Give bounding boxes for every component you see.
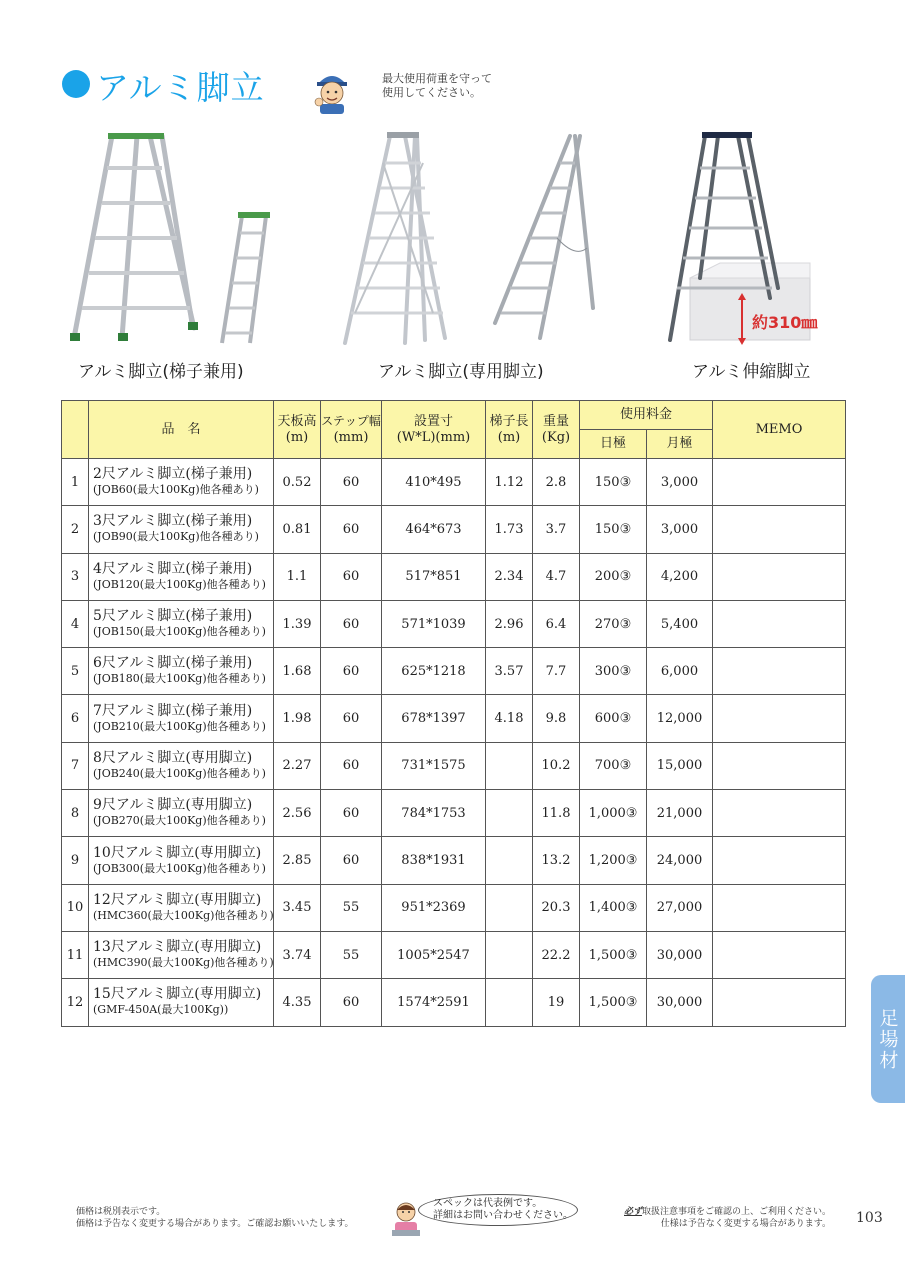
load-warning-note bbox=[382, 72, 492, 100]
memo-cell bbox=[713, 931, 846, 978]
weight-value: 4.7 bbox=[533, 553, 580, 600]
ladder-length-value: 4.18 bbox=[486, 695, 533, 742]
memo-cell bbox=[713, 553, 846, 600]
step-width-value: 60 bbox=[321, 790, 382, 837]
bubble-line-2: 詳細はお問い合わせください。 bbox=[433, 1210, 573, 1221]
header-step-width bbox=[321, 401, 382, 459]
table-row bbox=[62, 884, 846, 931]
row-number: 3 bbox=[62, 553, 89, 600]
ladder-length-value bbox=[486, 742, 533, 789]
step-width-value: 60 bbox=[321, 648, 382, 695]
footer-right-line-1: 取扱注意事項をご確認の上、ご利用ください。 bbox=[642, 1207, 832, 1217]
daily-fee-value: 1,400③ bbox=[580, 884, 647, 931]
memo-cell bbox=[713, 600, 846, 647]
product-name-main: 10尺アルミ脚立(専用脚立) bbox=[93, 844, 262, 861]
header-name: 品 名 bbox=[89, 401, 274, 459]
product-name bbox=[89, 837, 274, 884]
product-name bbox=[89, 931, 274, 978]
monthly-fee-value: 6,000 bbox=[647, 648, 713, 695]
step-width-value: 60 bbox=[321, 742, 382, 789]
weight-value: 7.7 bbox=[533, 648, 580, 695]
weight-value: 2.8 bbox=[533, 459, 580, 506]
table-row bbox=[62, 931, 846, 978]
top-height-value: 3.74 bbox=[274, 931, 321, 978]
product-model-note: (JOB120(最大100Kg)他各種あり) bbox=[93, 577, 266, 591]
daily-fee-value: 1,500③ bbox=[580, 979, 647, 1026]
header-footprint-unit: (W*L)(mm) bbox=[396, 429, 471, 445]
row-number: 7 bbox=[62, 742, 89, 789]
top-height-value: 2.27 bbox=[274, 742, 321, 789]
weight-value: 11.8 bbox=[533, 790, 580, 837]
footer-right-line-2: 仕様は予告なく変更する場合があります。 bbox=[660, 1219, 832, 1229]
product-name bbox=[89, 695, 274, 742]
step-width-value: 55 bbox=[321, 884, 382, 931]
product-model-note: (JOB150(最大100Kg)他各種あり) bbox=[93, 625, 266, 639]
product-name bbox=[89, 459, 274, 506]
row-number: 10 bbox=[62, 884, 89, 931]
footer-left-line-2: 価格は予告なく変更する場合があります。ご確認お願いいたします。 bbox=[76, 1219, 354, 1229]
header-top-height-unit: (m) bbox=[285, 429, 309, 445]
product-model-note: (HMC360(最大100Kg)他各種あり) bbox=[93, 908, 274, 922]
footer-price-note bbox=[76, 1206, 354, 1230]
memo-cell bbox=[713, 790, 846, 837]
daily-fee-value: 150③ bbox=[580, 506, 647, 553]
weight-value: 19 bbox=[533, 979, 580, 1026]
footprint-value: 571*1039 bbox=[382, 600, 486, 647]
monthly-fee-value: 30,000 bbox=[647, 979, 713, 1026]
footprint-value: 517*851 bbox=[382, 553, 486, 600]
memo-cell bbox=[713, 979, 846, 1026]
monthly-fee-value: 12,000 bbox=[647, 695, 713, 742]
footprint-value: 1574*2591 bbox=[382, 979, 486, 1026]
caption-ladder-type: アルミ脚立(梯子兼用) bbox=[78, 362, 244, 382]
monthly-fee-value: 3,000 bbox=[647, 459, 713, 506]
row-number: 5 bbox=[62, 648, 89, 695]
product-model-note: (HMC390(最大100Kg)他各種あり) bbox=[93, 956, 274, 970]
monthly-fee-value: 4,200 bbox=[647, 553, 713, 600]
product-name bbox=[89, 648, 274, 695]
step-width-value: 55 bbox=[321, 931, 382, 978]
caption-dedicated-type: アルミ脚立(専用脚立) bbox=[378, 362, 544, 382]
daily-fee-value: 150③ bbox=[580, 459, 647, 506]
product-name-main: 2尺アルミ脚立(梯子兼用) bbox=[93, 466, 253, 483]
table-row bbox=[62, 600, 846, 647]
footprint-value: 784*1753 bbox=[382, 790, 486, 837]
daily-fee-value: 600③ bbox=[580, 695, 647, 742]
daily-fee-value: 700③ bbox=[580, 742, 647, 789]
product-name-main: 8尺アルミ脚立(専用脚立) bbox=[93, 749, 253, 766]
product-name bbox=[89, 790, 274, 837]
daily-fee-value: 200③ bbox=[580, 553, 647, 600]
header-memo: MEMO bbox=[713, 401, 846, 459]
product-name bbox=[89, 600, 274, 647]
title-bullet bbox=[62, 70, 90, 98]
row-number: 11 bbox=[62, 931, 89, 978]
ladder-length-value bbox=[486, 979, 533, 1026]
monthly-fee-value: 24,000 bbox=[647, 837, 713, 884]
ladder-length-value: 1.12 bbox=[486, 459, 533, 506]
footprint-value: 678*1397 bbox=[382, 695, 486, 742]
product-model-note: (JOB240(最大100Kg)他各種あり) bbox=[93, 766, 266, 780]
header-step-width-unit: (mm) bbox=[333, 430, 369, 445]
table-row bbox=[62, 648, 846, 695]
header-footprint-label: 設置寸 bbox=[413, 413, 453, 429]
daily-fee-value: 1,200③ bbox=[580, 837, 647, 884]
caption-telescopic-type: アルミ伸縮脚立 bbox=[692, 362, 811, 382]
row-number: 9 bbox=[62, 837, 89, 884]
footprint-value: 410*495 bbox=[382, 459, 486, 506]
row-number: 4 bbox=[62, 600, 89, 647]
header-footprint bbox=[382, 401, 486, 459]
monthly-fee-value: 21,000 bbox=[647, 790, 713, 837]
memo-cell bbox=[713, 695, 846, 742]
header-weight-label: 重量 bbox=[542, 413, 569, 429]
step-width-value: 60 bbox=[321, 979, 382, 1026]
top-height-value: 1.1 bbox=[274, 553, 321, 600]
header-weight bbox=[533, 401, 580, 459]
weight-value: 9.8 bbox=[533, 695, 580, 742]
header-ladder-length-unit: (m) bbox=[497, 429, 521, 445]
bubble-line-1: スペックは代表例です。 bbox=[433, 1198, 543, 1209]
top-height-value: 4.35 bbox=[274, 979, 321, 1026]
row-number: 12 bbox=[62, 979, 89, 1026]
product-name bbox=[89, 742, 274, 789]
memo-cell bbox=[713, 459, 846, 506]
step-width-value: 60 bbox=[321, 459, 382, 506]
daily-fee-value: 270③ bbox=[580, 600, 647, 647]
product-name-main: 12尺アルミ脚立(専用脚立) bbox=[93, 891, 262, 908]
product-model-note: (JOB60(最大100Kg)他各種あり) bbox=[93, 483, 259, 497]
memo-cell bbox=[713, 742, 846, 789]
operator-mascot-icon bbox=[390, 1200, 422, 1238]
top-height-value: 1.39 bbox=[274, 600, 321, 647]
page-title: アルミ脚立 bbox=[96, 68, 265, 107]
weight-value: 6.4 bbox=[533, 600, 580, 647]
memo-cell bbox=[713, 506, 846, 553]
table-row bbox=[62, 459, 846, 506]
step-width-value: 60 bbox=[321, 837, 382, 884]
memo-cell bbox=[713, 884, 846, 931]
row-number: 6 bbox=[62, 695, 89, 742]
product-name bbox=[89, 506, 274, 553]
product-model-note: (GMF-450A(最大100Kg)) bbox=[93, 1003, 229, 1017]
step-width-value: 60 bbox=[321, 553, 382, 600]
worker-mascot-icon bbox=[312, 66, 352, 114]
spec-price-table bbox=[61, 400, 846, 1027]
step-width-value: 60 bbox=[321, 600, 382, 647]
header-top-height bbox=[274, 401, 321, 459]
section-tab-scaffolding[interactable]: 足場材 bbox=[871, 975, 905, 1103]
header-fee: 使用料金 bbox=[580, 401, 713, 430]
top-height-value: 2.85 bbox=[274, 837, 321, 884]
footprint-value: 731*1575 bbox=[382, 742, 486, 789]
footprint-value: 838*1931 bbox=[382, 837, 486, 884]
product-model-note: (JOB210(最大100Kg)他各種あり) bbox=[93, 719, 266, 733]
dedicated-stepladder-photo bbox=[335, 128, 605, 353]
note-line-2: 使用してください。 bbox=[382, 86, 481, 99]
product-name-main: 15尺アルミ脚立(専用脚立) bbox=[93, 986, 262, 1003]
memo-cell bbox=[713, 837, 846, 884]
step-width-value: 60 bbox=[321, 695, 382, 742]
weight-value: 3.7 bbox=[533, 506, 580, 553]
header-weight-unit: (Kg) bbox=[541, 429, 571, 445]
table-row bbox=[62, 553, 846, 600]
ladder-length-value: 1.73 bbox=[486, 506, 533, 553]
weight-value: 22.2 bbox=[533, 931, 580, 978]
ladder-length-value bbox=[486, 884, 533, 931]
page-number: 103 bbox=[856, 1210, 883, 1226]
ladder-length-value bbox=[486, 790, 533, 837]
ladder-length-value: 2.34 bbox=[486, 553, 533, 600]
footprint-value: 951*2369 bbox=[382, 884, 486, 931]
row-number: 2 bbox=[62, 506, 89, 553]
monthly-fee-value: 5,400 bbox=[647, 600, 713, 647]
product-name-main: 13尺アルミ脚立(専用脚立) bbox=[93, 939, 262, 956]
memo-cell bbox=[713, 648, 846, 695]
spec-table-body bbox=[62, 459, 846, 1027]
footprint-value: 464*673 bbox=[382, 506, 486, 553]
product-name bbox=[89, 553, 274, 600]
monthly-fee-value: 30,000 bbox=[647, 931, 713, 978]
note-line-1: 最大使用荷重を守って bbox=[382, 72, 492, 85]
spec-notice-bubble bbox=[418, 1194, 578, 1226]
product-name-main: 7尺アルミ脚立(梯子兼用) bbox=[93, 702, 253, 719]
ladder-length-value: 3.57 bbox=[486, 648, 533, 695]
footer-caution-note bbox=[624, 1206, 831, 1230]
product-name-main: 5尺アルミ脚立(梯子兼用) bbox=[93, 608, 253, 625]
table-row bbox=[62, 979, 846, 1026]
header-monthly: 月極 bbox=[647, 430, 713, 459]
header-ladder-length-label: 梯子長 bbox=[489, 413, 529, 429]
footprint-value: 625*1218 bbox=[382, 648, 486, 695]
weight-value: 20.3 bbox=[533, 884, 580, 931]
step-width-value: 60 bbox=[321, 506, 382, 553]
product-name-main: 6尺アルミ脚立(梯子兼用) bbox=[93, 655, 253, 672]
product-name-main: 3尺アルミ脚立(梯子兼用) bbox=[93, 513, 253, 530]
footer-left-line-1: 価格は税別表示です。 bbox=[76, 1207, 166, 1217]
weight-value: 13.2 bbox=[533, 837, 580, 884]
monthly-fee-value: 3,000 bbox=[647, 506, 713, 553]
table-row bbox=[62, 506, 846, 553]
product-model-note: (JOB180(最大100Kg)他各種あり) bbox=[93, 672, 266, 686]
product-model-note: (JOB270(最大100Kg)他各種あり) bbox=[93, 814, 266, 828]
top-height-value: 3.45 bbox=[274, 884, 321, 931]
header-no bbox=[62, 401, 89, 459]
row-number: 1 bbox=[62, 459, 89, 506]
top-height-value: 1.68 bbox=[274, 648, 321, 695]
table-row bbox=[62, 742, 846, 789]
product-name-main: 4尺アルミ脚立(梯子兼用) bbox=[93, 560, 253, 577]
header-step-width-label: ステップ幅 bbox=[321, 414, 381, 428]
ladder-length-value bbox=[486, 931, 533, 978]
product-name bbox=[89, 884, 274, 931]
ladder-length-value: 2.96 bbox=[486, 600, 533, 647]
top-height-value: 0.52 bbox=[274, 459, 321, 506]
product-name bbox=[89, 979, 274, 1026]
daily-fee-value: 300③ bbox=[580, 648, 647, 695]
header-daily: 日極 bbox=[580, 430, 647, 459]
ladder-stepladder-photo bbox=[62, 128, 282, 353]
top-height-value: 0.81 bbox=[274, 506, 321, 553]
footprint-value: 1005*2547 bbox=[382, 931, 486, 978]
daily-fee-value: 1,500③ bbox=[580, 931, 647, 978]
ladder-length-value bbox=[486, 837, 533, 884]
row-number: 8 bbox=[62, 790, 89, 837]
header-ladder-length bbox=[486, 401, 533, 459]
monthly-fee-value: 27,000 bbox=[647, 884, 713, 931]
footer-emphasis: 必ず bbox=[624, 1207, 643, 1217]
top-height-value: 1.98 bbox=[274, 695, 321, 742]
product-model-note: (JOB300(最大100Kg)他各種あり) bbox=[93, 861, 266, 875]
weight-value: 10.2 bbox=[533, 742, 580, 789]
top-height-value: 2.56 bbox=[274, 790, 321, 837]
monthly-fee-value: 15,000 bbox=[647, 742, 713, 789]
product-model-note: (JOB90(最大100Kg)他各種あり) bbox=[93, 530, 259, 544]
table-row bbox=[62, 790, 846, 837]
header-top-height-label: 天板高 bbox=[277, 413, 317, 429]
daily-fee-value: 1,000③ bbox=[580, 790, 647, 837]
table-row bbox=[62, 837, 846, 884]
height-adjust-label: 約310㎜ bbox=[752, 313, 818, 332]
product-name-main: 9尺アルミ脚立(専用脚立) bbox=[93, 797, 253, 814]
table-row bbox=[62, 695, 846, 742]
